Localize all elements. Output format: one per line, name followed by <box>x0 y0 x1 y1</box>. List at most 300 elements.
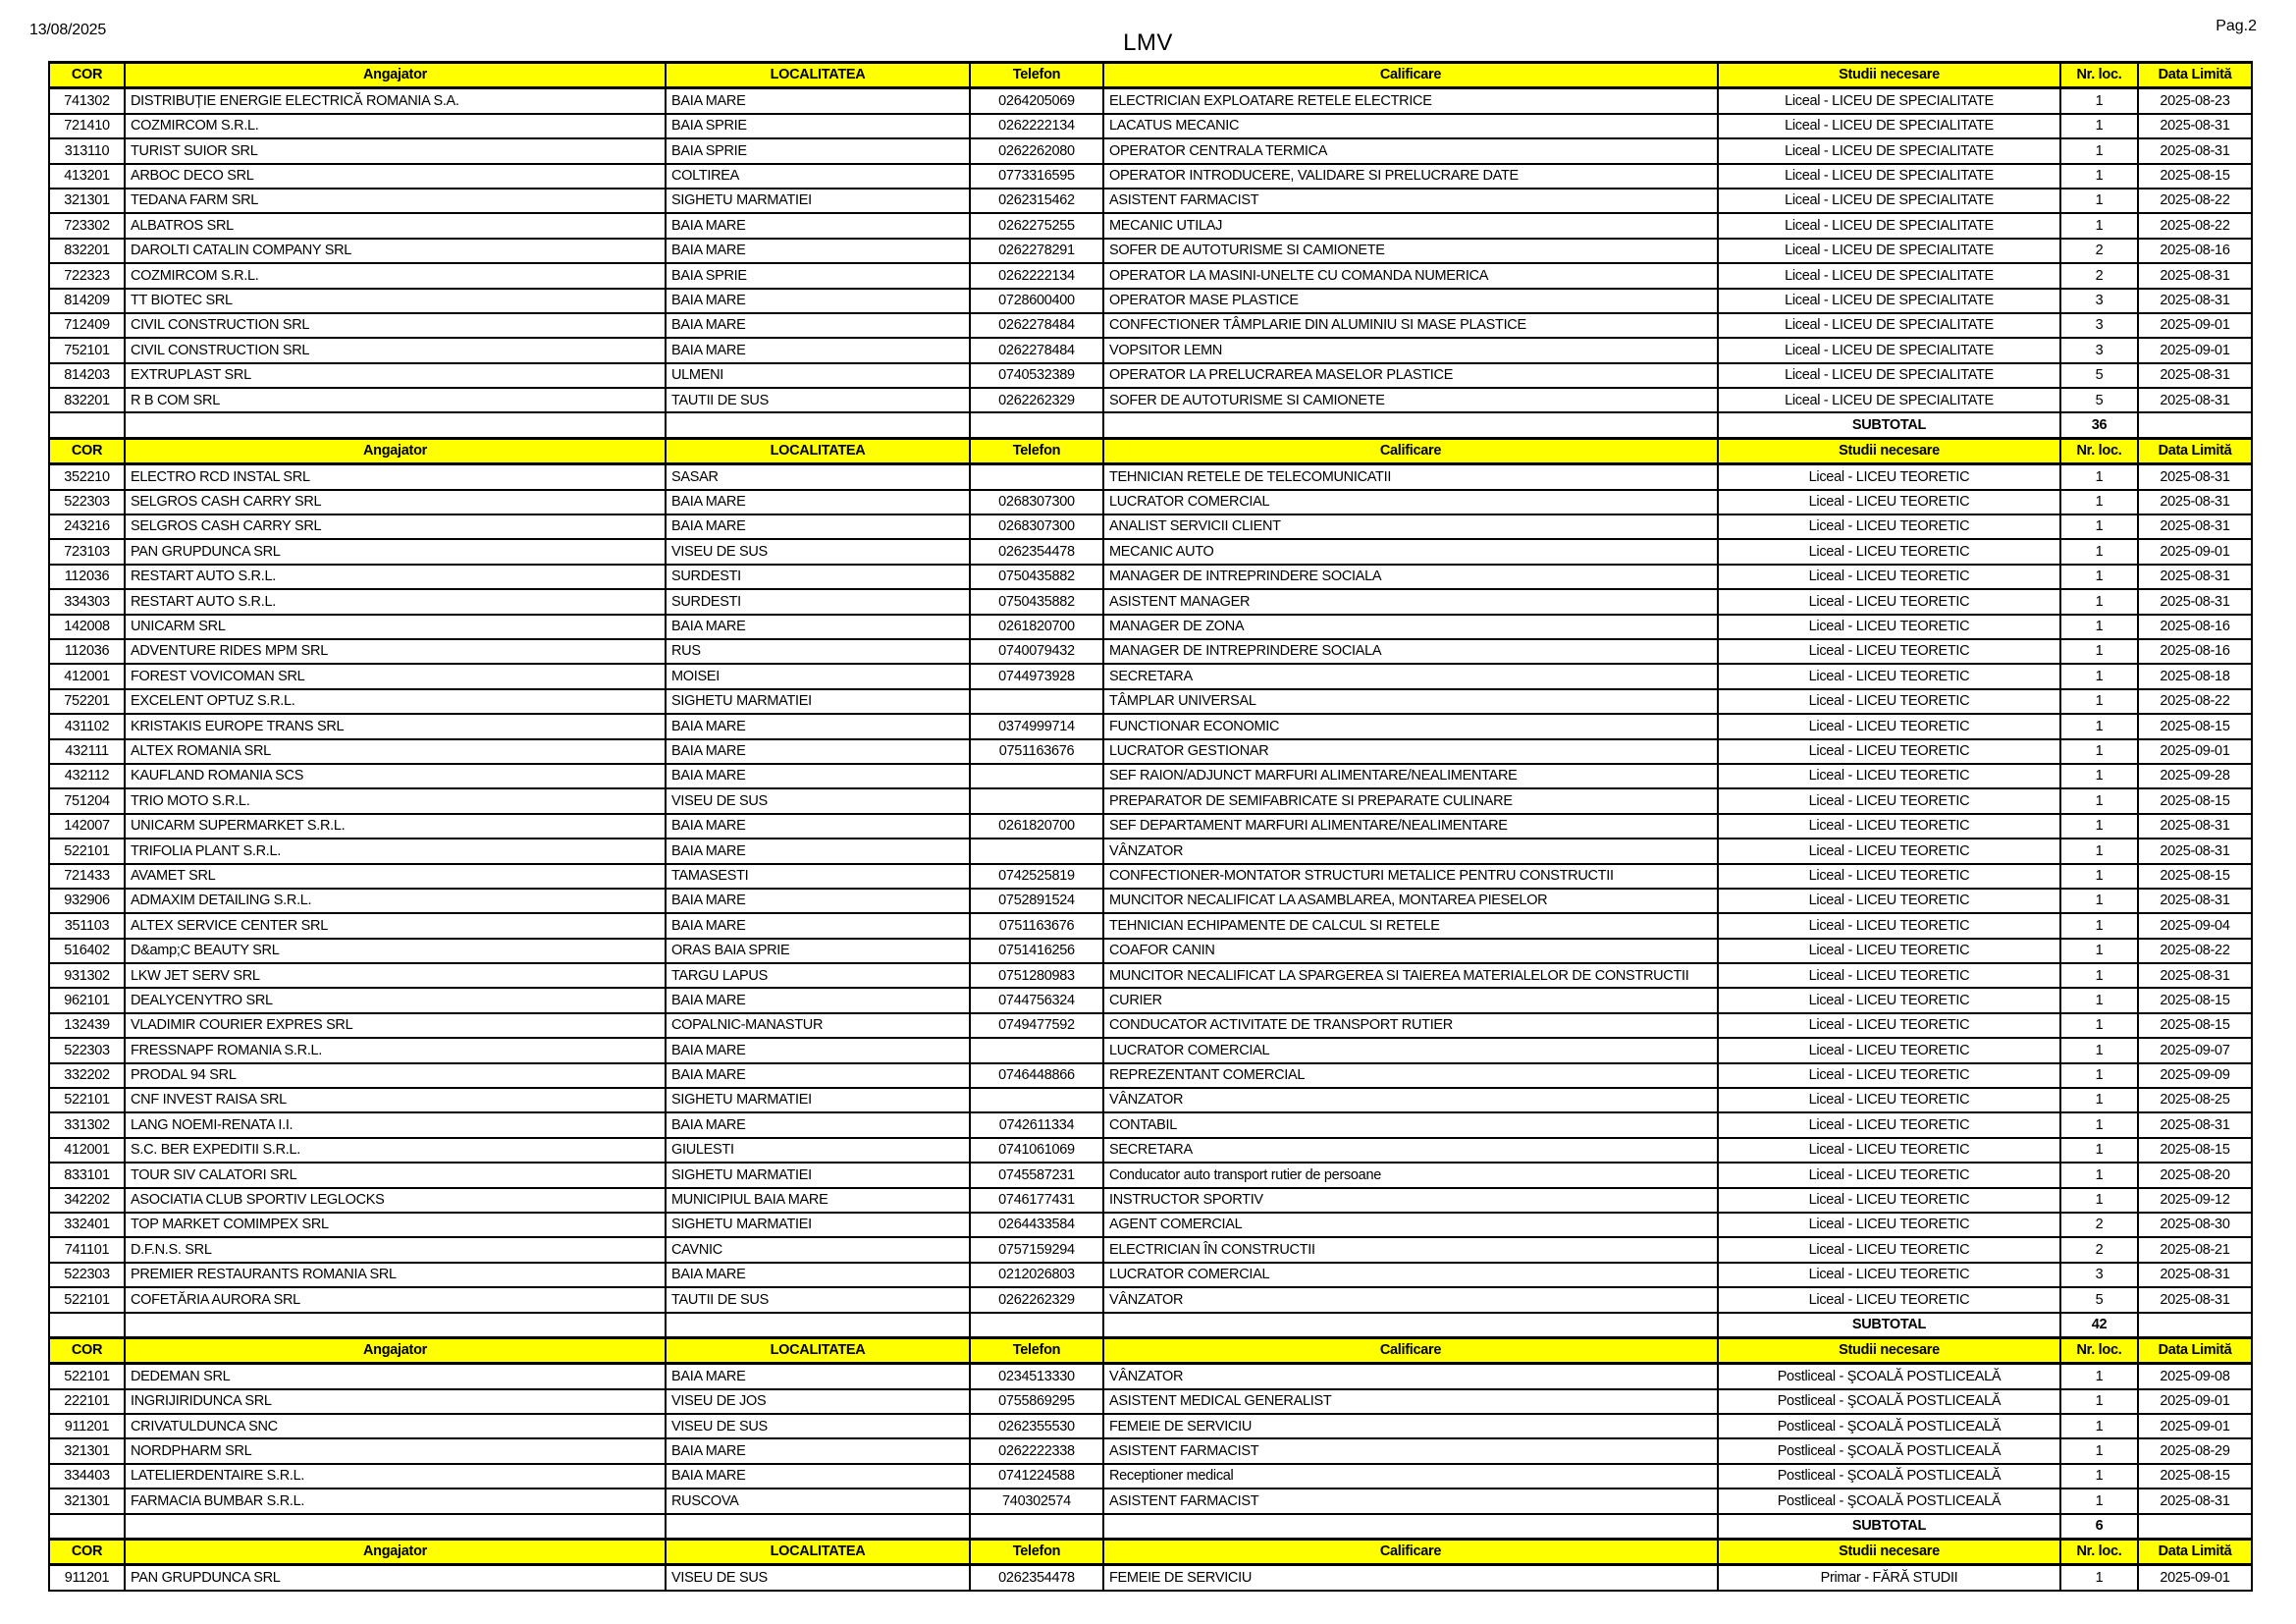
job-listings-table <box>48 61 2253 1592</box>
table-row <box>49 388 2252 412</box>
column-header-localitatea: LOCALITATEA <box>666 63 970 88</box>
cell-telefon: 0773316595 <box>970 164 1103 189</box>
cell-studii-necesare: Liceal - LICEU DE SPECIALITATE <box>1718 263 2060 288</box>
cell-cor: 751204 <box>49 788 125 813</box>
cell-calificare: COAFOR CANIN <box>1103 939 1718 963</box>
cell-nr-loc: 3 <box>2060 1263 2138 1287</box>
cell-telefon: 0744973928 <box>970 664 1103 688</box>
cell-nr-loc: 5 <box>2060 363 2138 388</box>
cell-angajator: AVAMET SRL <box>125 864 666 889</box>
cell-data-limita: 2025-08-31 <box>2138 388 2252 412</box>
cell-studii-necesare: Liceal - LICEU DE SPECIALITATE <box>1718 164 2060 189</box>
cell-telefon: 0755869295 <box>970 1389 1103 1414</box>
cell-angajator: COZMIRCOM S.R.L. <box>125 114 666 138</box>
cell-nr-loc: 1 <box>2060 1163 2138 1187</box>
cell-calificare: OPERATOR LA MASINI-UNELTE CU COMANDA NUMERICA <box>1103 263 1718 288</box>
empty-cell <box>666 1313 970 1338</box>
cell-localitatea: ORAS BAIA SPRIE <box>666 939 970 963</box>
empty-cell <box>2138 412 2252 438</box>
cell-telefon <box>970 689 1103 714</box>
cell-telefon: 0751163676 <box>970 913 1103 938</box>
cell-nr-loc: 1 <box>2060 189 2138 213</box>
cell-studii-necesare: Liceal - LICEU DE SPECIALITATE <box>1718 213 2060 238</box>
cell-nr-loc: 2 <box>2060 1213 2138 1237</box>
column-header-calificare: Calificare <box>1103 63 1718 88</box>
cell-data-limita: 2025-08-31 <box>2138 1489 2252 1513</box>
cell-studii-necesare: Liceal - LICEU DE SPECIALITATE <box>1718 313 2060 338</box>
cell-data-limita: 2025-08-18 <box>2138 664 2252 688</box>
cell-data-limita: 2025-08-31 <box>2138 963 2252 988</box>
cell-nr-loc: 1 <box>2060 839 2138 863</box>
cell-localitatea: BAIA MARE <box>666 1063 970 1088</box>
cell-data-limita: 2025-08-31 <box>2138 1287 2252 1312</box>
cell-calificare: AGENT COMERCIAL <box>1103 1213 1718 1237</box>
cell-telefon: 0262222338 <box>970 1438 1103 1463</box>
subtotal-label: SUBTOTAL <box>1718 412 2060 438</box>
cell-calificare: CURIER <box>1103 988 1718 1012</box>
table-row <box>49 1112 2252 1137</box>
cell-angajator: KAUFLAND ROMANIA SCS <box>125 764 666 788</box>
cell-calificare: LUCRATOR COMERCIAL <box>1103 1263 1718 1287</box>
cell-angajator: ALBATROS SRL <box>125 213 666 238</box>
cell-studii-necesare: Liceal - LICEU DE SPECIALITATE <box>1718 289 2060 313</box>
empty-cell <box>125 1313 666 1338</box>
cell-data-limita: 2025-08-31 <box>2138 839 2252 863</box>
table-row <box>49 615 2252 639</box>
cell-angajator: ARBOC DECO SRL <box>125 164 666 189</box>
cell-cor: 911201 <box>49 1414 125 1438</box>
cell-localitatea: SIGHETU MARMATIEI <box>666 689 970 714</box>
table-row <box>49 363 2252 388</box>
cell-localitatea: BAIA MARE <box>666 88 970 114</box>
cell-telefon: 0374999714 <box>970 714 1103 738</box>
cell-cor: 432112 <box>49 764 125 788</box>
cell-nr-loc: 1 <box>2060 963 2138 988</box>
cell-studii-necesare: Liceal - LICEU DE SPECIALITATE <box>1718 388 2060 412</box>
cell-data-limita: 2025-08-31 <box>2138 263 2252 288</box>
cell-nr-loc: 1 <box>2060 1112 2138 1137</box>
cell-localitatea: BAIA MARE <box>666 764 970 788</box>
cell-calificare: LACATUS MECANIC <box>1103 114 1718 138</box>
cell-data-limita: 2025-08-31 <box>2138 490 2252 514</box>
cell-data-limita: 2025-09-01 <box>2138 739 2252 764</box>
table-row <box>49 1237 2252 1262</box>
cell-studii-necesare: Liceal - LICEU DE SPECIALITATE <box>1718 239 2060 263</box>
cell-studii-necesare: Liceal - LICEU TEORETIC <box>1718 565 2060 589</box>
empty-cell <box>125 412 666 438</box>
cell-calificare: ASISTENT FARMACIST <box>1103 189 1718 213</box>
subtotal-row <box>49 1313 2252 1338</box>
cell-localitatea: BAIA MARE <box>666 739 970 764</box>
cell-localitatea: SIGHETU MARMATIEI <box>666 1213 970 1237</box>
cell-angajator: EXCELENT OPTUZ S.R.L. <box>125 689 666 714</box>
cell-cor: 814203 <box>49 363 125 388</box>
cell-localitatea: TAUTII DE SUS <box>666 388 970 412</box>
cell-studii-necesare: Liceal - LICEU TEORETIC <box>1718 913 2060 938</box>
cell-localitatea: BAIA MARE <box>666 490 970 514</box>
cell-localitatea: VISEU DE SUS <box>666 1414 970 1438</box>
cell-cor: 723103 <box>49 539 125 564</box>
cell-cor: 962101 <box>49 988 125 1012</box>
cell-calificare: TÂMPLAR UNIVERSAL <box>1103 689 1718 714</box>
cell-telefon: 0752891524 <box>970 889 1103 913</box>
cell-angajator: DEALYCENYTRO SRL <box>125 988 666 1012</box>
cell-angajator: PAN GRUPDUNCA SRL <box>125 539 666 564</box>
cell-telefon: 0234513330 <box>970 1364 1103 1389</box>
cell-data-limita: 2025-09-01 <box>2138 539 2252 564</box>
cell-cor: 351103 <box>49 913 125 938</box>
cell-studii-necesare: Liceal - LICEU DE SPECIALITATE <box>1718 189 2060 213</box>
cell-angajator: TURIST SUIOR SRL <box>125 138 666 163</box>
cell-calificare: ASISTENT FARMACIST <box>1103 1438 1718 1463</box>
cell-cor: 741101 <box>49 1237 125 1262</box>
cell-angajator: CIVIL CONSTRUCTION SRL <box>125 338 666 362</box>
cell-localitatea: BAIA MARE <box>666 1112 970 1137</box>
cell-nr-loc: 1 <box>2060 213 2138 238</box>
jobs-table-body <box>49 63 2252 1591</box>
cell-data-limita: 2025-08-31 <box>2138 889 2252 913</box>
column-header-cor: COR <box>49 1337 125 1363</box>
table-row <box>49 263 2252 288</box>
cell-localitatea: BAIA MARE <box>666 289 970 313</box>
cell-cor: 432111 <box>49 739 125 764</box>
cell-studii-necesare: Liceal - LICEU TEORETIC <box>1718 639 2060 664</box>
column-header-calificare: Calificare <box>1103 438 1718 463</box>
cell-calificare: CONDUCATOR ACTIVITATE DE TRANSPORT RUTIER <box>1103 1013 1718 1038</box>
cell-data-limita: 2025-08-31 <box>2138 565 2252 589</box>
cell-telefon: 0741061069 <box>970 1138 1103 1163</box>
cell-localitatea: TAMASESTI <box>666 864 970 889</box>
cell-angajator: LATELIERDENTAIRE S.R.L. <box>125 1464 666 1489</box>
cell-telefon: 0757159294 <box>970 1237 1103 1262</box>
table-row <box>49 1263 2252 1287</box>
cell-nr-loc: 1 <box>2060 164 2138 189</box>
cell-studii-necesare: Liceal - LICEU TEORETIC <box>1718 1263 2060 1287</box>
cell-angajator: SELGROS CASH CARRY SRL <box>125 490 666 514</box>
cell-data-limita: 2025-08-22 <box>2138 189 2252 213</box>
cell-studii-necesare: Liceal - LICEU TEORETIC <box>1718 1163 2060 1187</box>
cell-nr-loc: 1 <box>2060 939 2138 963</box>
cell-nr-loc: 1 <box>2060 1489 2138 1513</box>
empty-cell <box>666 412 970 438</box>
cell-data-limita: 2025-09-08 <box>2138 1364 2252 1389</box>
cell-calificare: PREPARATOR DE SEMIFABRICATE SI PREPARATE CULINARE <box>1103 788 1718 813</box>
cell-studii-necesare: Liceal - LICEU TEORETIC <box>1718 1188 2060 1213</box>
cell-studii-necesare: Liceal - LICEU DE SPECIALITATE <box>1718 338 2060 362</box>
cell-calificare: TEHNICIAN ECHIPAMENTE DE CALCUL SI RETELE <box>1103 913 1718 938</box>
table-row <box>49 788 2252 813</box>
cell-data-limita: 2025-09-01 <box>2138 1389 2252 1414</box>
cell-data-limita: 2025-08-15 <box>2138 714 2252 738</box>
column-header-nr-loc: Nr. loc. <box>2060 1337 2138 1363</box>
table-row <box>49 189 2252 213</box>
cell-cor: 321301 <box>49 189 125 213</box>
cell-telefon: 0261820700 <box>970 814 1103 839</box>
table-row <box>49 1088 2252 1112</box>
cell-cor: 833101 <box>49 1163 125 1187</box>
cell-studii-necesare: Liceal - LICEU DE SPECIALITATE <box>1718 114 2060 138</box>
cell-studii-necesare: Liceal - LICEU TEORETIC <box>1718 739 2060 764</box>
cell-cor: 334403 <box>49 1464 125 1489</box>
cell-studii-necesare: Liceal - LICEU TEORETIC <box>1718 1063 2060 1088</box>
cell-data-limita: 2025-08-16 <box>2138 239 2252 263</box>
cell-localitatea: BAIA MARE <box>666 1263 970 1287</box>
cell-telefon: 0740079432 <box>970 639 1103 664</box>
column-header-row <box>49 1540 2252 1565</box>
cell-data-limita: 2025-09-12 <box>2138 1188 2252 1213</box>
cell-localitatea: SIGHETU MARMATIEI <box>666 1163 970 1187</box>
cell-telefon: 0751416256 <box>970 939 1103 963</box>
cell-studii-necesare: Liceal - LICEU TEORETIC <box>1718 615 2060 639</box>
cell-angajator: RESTART AUTO S.R.L. <box>125 565 666 589</box>
cell-studii-necesare: Liceal - LICEU TEORETIC <box>1718 788 2060 813</box>
cell-angajator: CIVIL CONSTRUCTION SRL <box>125 313 666 338</box>
cell-calificare: REPREZENTANT COMERCIAL <box>1103 1063 1718 1088</box>
cell-telefon: 0746448866 <box>970 1063 1103 1088</box>
cell-studii-necesare: Liceal - LICEU TEORETIC <box>1718 939 2060 963</box>
cell-nr-loc: 1 <box>2060 114 2138 138</box>
cell-cor: 522101 <box>49 839 125 863</box>
cell-calificare: CONFECTIONER-MONTATOR STRUCTURI METALICE PENTRU CONSTRUCTII <box>1103 864 1718 889</box>
cell-angajator: ASOCIATIA CLUB SPORTIV LEGLOCKS <box>125 1188 666 1213</box>
cell-studii-necesare: Liceal - LICEU TEORETIC <box>1718 1112 2060 1137</box>
empty-cell <box>2138 1514 2252 1540</box>
table-row <box>49 1138 2252 1163</box>
subtotal-label: SUBTOTAL <box>1718 1514 2060 1540</box>
cell-cor: 712409 <box>49 313 125 338</box>
table-row <box>49 1464 2252 1489</box>
cell-studii-necesare: Primar - FĂRĂ STUDII <box>1718 1565 2060 1591</box>
column-header-nr-loc: Nr. loc. <box>2060 63 2138 88</box>
cell-data-limita: 2025-08-15 <box>2138 1464 2252 1489</box>
column-header-telefon: Telefon <box>970 1337 1103 1363</box>
cell-localitatea: BAIA MARE <box>666 889 970 913</box>
column-header-telefon: Telefon <box>970 1540 1103 1565</box>
cell-angajator: PAN GRUPDUNCA SRL <box>125 1565 666 1591</box>
cell-calificare: Conducator auto transport rutier de persoane <box>1103 1163 1718 1187</box>
cell-telefon: 0261820700 <box>970 615 1103 639</box>
column-header-nr-loc: Nr. loc. <box>2060 438 2138 463</box>
cell-calificare: VOPSITOR LEMN <box>1103 338 1718 362</box>
cell-angajator: DISTRIBUȚIE ENERGIE ELECTRICĂ ROMANIA S.A. <box>125 88 666 114</box>
cell-localitatea: MOISEI <box>666 664 970 688</box>
column-header-telefon: Telefon <box>970 438 1103 463</box>
cell-calificare: SOFER DE AUTOTURISME SI CAMIONETE <box>1103 388 1718 412</box>
cell-calificare: ANALIST SERVICII CLIENT <box>1103 514 1718 539</box>
cell-nr-loc: 1 <box>2060 1088 2138 1112</box>
cell-localitatea: VISEU DE SUS <box>666 1565 970 1591</box>
cell-calificare: VÂNZATOR <box>1103 1364 1718 1389</box>
cell-data-limita: 2025-08-15 <box>2138 1138 2252 1163</box>
cell-telefon: 0750435882 <box>970 565 1103 589</box>
cell-telefon: 0262262080 <box>970 138 1103 163</box>
cell-cor: 142008 <box>49 615 125 639</box>
table-row <box>49 539 2252 564</box>
cell-cor: 222101 <box>49 1389 125 1414</box>
cell-nr-loc: 1 <box>2060 464 2138 490</box>
cell-telefon: 740302574 <box>970 1489 1103 1513</box>
cell-angajator: CNF INVEST RAISA SRL <box>125 1088 666 1112</box>
cell-telefon: 0728600400 <box>970 289 1103 313</box>
cell-telefon: 0262275255 <box>970 213 1103 238</box>
table-row <box>49 814 2252 839</box>
cell-angajator: TT BIOTEC SRL <box>125 289 666 313</box>
cell-localitatea: BAIA MARE <box>666 239 970 263</box>
table-row <box>49 963 2252 988</box>
cell-angajator: LANG NOEMI-RENATA I.I. <box>125 1112 666 1137</box>
table-row <box>49 464 2252 490</box>
subtotal-row <box>49 1514 2252 1540</box>
cell-angajator: DAROLTI CATALIN COMPANY SRL <box>125 239 666 263</box>
cell-studii-necesare: Liceal - LICEU TEORETIC <box>1718 1287 2060 1312</box>
table-row <box>49 514 2252 539</box>
cell-angajator: CRIVATULDUNCA SNC <box>125 1414 666 1438</box>
cell-localitatea: SURDESTI <box>666 589 970 614</box>
cell-angajator: ADMAXIM DETAILING S.R.L. <box>125 889 666 913</box>
cell-calificare: MUNCITOR NECALIFICAT LA SPARGEREA SI TAIEREA MATERIALELOR DE CONSTRUCTII <box>1103 963 1718 988</box>
cell-angajator: DEDEMAN SRL <box>125 1364 666 1389</box>
cell-angajator: LKW JET SERV SRL <box>125 963 666 988</box>
cell-calificare: CONFECTIONER TÂMPLARIE DIN ALUMINIU SI MASE PLASTICE <box>1103 313 1718 338</box>
cell-studii-necesare: Liceal - LICEU TEORETIC <box>1718 589 2060 614</box>
cell-data-limita: 2025-08-31 <box>2138 1112 2252 1137</box>
cell-data-limita: 2025-08-23 <box>2138 88 2252 114</box>
cell-cor: 522101 <box>49 1364 125 1389</box>
table-row <box>49 939 2252 963</box>
empty-cell <box>1103 412 1718 438</box>
cell-calificare: OPERATOR INTRODUCERE, VALIDARE SI PRELUCRARE DATE <box>1103 164 1718 189</box>
cell-studii-necesare: Liceal - LICEU TEORETIC <box>1718 714 2060 738</box>
cell-nr-loc: 1 <box>2060 88 2138 114</box>
cell-cor: 342202 <box>49 1188 125 1213</box>
cell-nr-loc: 2 <box>2060 263 2138 288</box>
cell-cor: 332401 <box>49 1213 125 1237</box>
cell-cor: 932906 <box>49 889 125 913</box>
cell-localitatea: RUS <box>666 639 970 664</box>
cell-studii-necesare: Postliceal - ŞCOALĂ POSTLICEALĂ <box>1718 1364 2060 1389</box>
report-date: 13/08/2025 <box>29 22 107 38</box>
cell-studii-necesare: Liceal - LICEU TEORETIC <box>1718 1088 2060 1112</box>
table-row <box>49 338 2252 362</box>
cell-angajator: NORDPHARM SRL <box>125 1438 666 1463</box>
cell-studii-necesare: Liceal - LICEU TEORETIC <box>1718 464 2060 490</box>
cell-angajator: FARMACIA BUMBAR S.R.L. <box>125 1489 666 1513</box>
cell-telefon <box>970 839 1103 863</box>
cell-cor: 334303 <box>49 589 125 614</box>
cell-localitatea: BAIA MARE <box>666 514 970 539</box>
cell-telefon: 0749477592 <box>970 1013 1103 1038</box>
cell-angajator: TRIO MOTO S.R.L. <box>125 788 666 813</box>
cell-nr-loc: 1 <box>2060 788 2138 813</box>
cell-data-limita: 2025-09-01 <box>2138 338 2252 362</box>
cell-calificare: OPERATOR CENTRALA TERMICA <box>1103 138 1718 163</box>
cell-nr-loc: 1 <box>2060 589 2138 614</box>
cell-nr-loc: 1 <box>2060 490 2138 514</box>
cell-localitatea: BAIA MARE <box>666 615 970 639</box>
cell-studii-necesare: Liceal - LICEU TEORETIC <box>1718 1213 2060 1237</box>
cell-calificare: FEMEIE DE SERVICIU <box>1103 1565 1718 1591</box>
table-row <box>49 1038 2252 1062</box>
cell-cor: 911201 <box>49 1565 125 1591</box>
column-header-localitatea: LOCALITATEA <box>666 1337 970 1363</box>
cell-data-limita: 2025-08-15 <box>2138 1013 2252 1038</box>
cell-angajator: ELECTRO RCD INSTAL SRL <box>125 464 666 490</box>
cell-data-limita: 2025-09-01 <box>2138 1565 2252 1591</box>
cell-localitatea: SIGHETU MARMATIEI <box>666 1088 970 1112</box>
cell-localitatea: BAIA MARE <box>666 988 970 1012</box>
cell-cor: 832201 <box>49 239 125 263</box>
cell-cor: 814209 <box>49 289 125 313</box>
cell-calificare: ELECTRICIAN ÎN CONSTRUCTII <box>1103 1237 1718 1262</box>
cell-studii-necesare: Liceal - LICEU TEORETIC <box>1718 689 2060 714</box>
column-header-studii-necesare: Studii necesare <box>1718 1540 2060 1565</box>
cell-telefon: 0262222134 <box>970 114 1103 138</box>
table-row <box>49 864 2252 889</box>
empty-cell <box>49 1313 125 1338</box>
cell-calificare: ASISTENT FARMACIST <box>1103 1489 1718 1513</box>
cell-angajator: TOP MARKET COMIMPEX SRL <box>125 1213 666 1237</box>
cell-angajator: VLADIMIR COURIER EXPRES SRL <box>125 1013 666 1038</box>
cell-telefon: 0262354478 <box>970 539 1103 564</box>
cell-calificare: LUCRATOR COMERCIAL <box>1103 1038 1718 1062</box>
cell-data-limita: 2025-09-09 <box>2138 1063 2252 1088</box>
cell-studii-necesare: Liceal - LICEU DE SPECIALITATE <box>1718 88 2060 114</box>
cell-nr-loc: 1 <box>2060 1414 2138 1438</box>
cell-telefon: 0262355530 <box>970 1414 1103 1438</box>
cell-telefon: 0264205069 <box>970 88 1103 114</box>
column-header-data-limita: Data Limită <box>2138 438 2252 463</box>
empty-cell <box>970 1313 1103 1338</box>
cell-telefon: 0751280983 <box>970 963 1103 988</box>
cell-calificare: CONTABIL <box>1103 1112 1718 1137</box>
cell-nr-loc: 1 <box>2060 1013 2138 1038</box>
table-row <box>49 313 2252 338</box>
cell-data-limita: 2025-08-31 <box>2138 1263 2252 1287</box>
cell-studii-necesare: Liceal - LICEU TEORETIC <box>1718 1138 2060 1163</box>
table-row <box>49 689 2252 714</box>
cell-nr-loc: 1 <box>2060 138 2138 163</box>
table-row <box>49 1287 2252 1312</box>
cell-angajator: INGRIJIRIDUNCA SRL <box>125 1389 666 1414</box>
cell-localitatea: SASAR <box>666 464 970 490</box>
cell-studii-necesare: Postliceal - ŞCOALĂ POSTLICEALĂ <box>1718 1438 2060 1463</box>
table-row <box>49 839 2252 863</box>
cell-data-limita: 2025-09-28 <box>2138 764 2252 788</box>
cell-angajator: D.F.N.S. SRL <box>125 1237 666 1262</box>
table-row <box>49 289 2252 313</box>
cell-data-limita: 2025-08-16 <box>2138 639 2252 664</box>
table-row <box>49 164 2252 189</box>
cell-cor: 741302 <box>49 88 125 114</box>
cell-nr-loc: 1 <box>2060 988 2138 1012</box>
cell-localitatea: BAIA MARE <box>666 714 970 738</box>
cell-data-limita: 2025-09-01 <box>2138 313 2252 338</box>
cell-calificare: SECRETARA <box>1103 664 1718 688</box>
empty-cell <box>49 412 125 438</box>
column-header-data-limita: Data Limită <box>2138 1337 2252 1363</box>
cell-calificare: TEHNICIAN RETELE DE TELECOMUNICATII <box>1103 464 1718 490</box>
column-header-cor: COR <box>49 1540 125 1565</box>
cell-studii-necesare: Liceal - LICEU TEORETIC <box>1718 514 2060 539</box>
table-row <box>49 764 2252 788</box>
cell-calificare: ASISTENT MANAGER <box>1103 589 1718 614</box>
cell-cor: 112036 <box>49 639 125 664</box>
table-row <box>49 639 2252 664</box>
table-row <box>49 213 2252 238</box>
cell-nr-loc: 1 <box>2060 1063 2138 1088</box>
cell-data-limita: 2025-09-07 <box>2138 1038 2252 1062</box>
cell-calificare: SEF RAION/ADJUNCT MARFURI ALIMENTARE/NEALIMENTARE <box>1103 764 1718 788</box>
